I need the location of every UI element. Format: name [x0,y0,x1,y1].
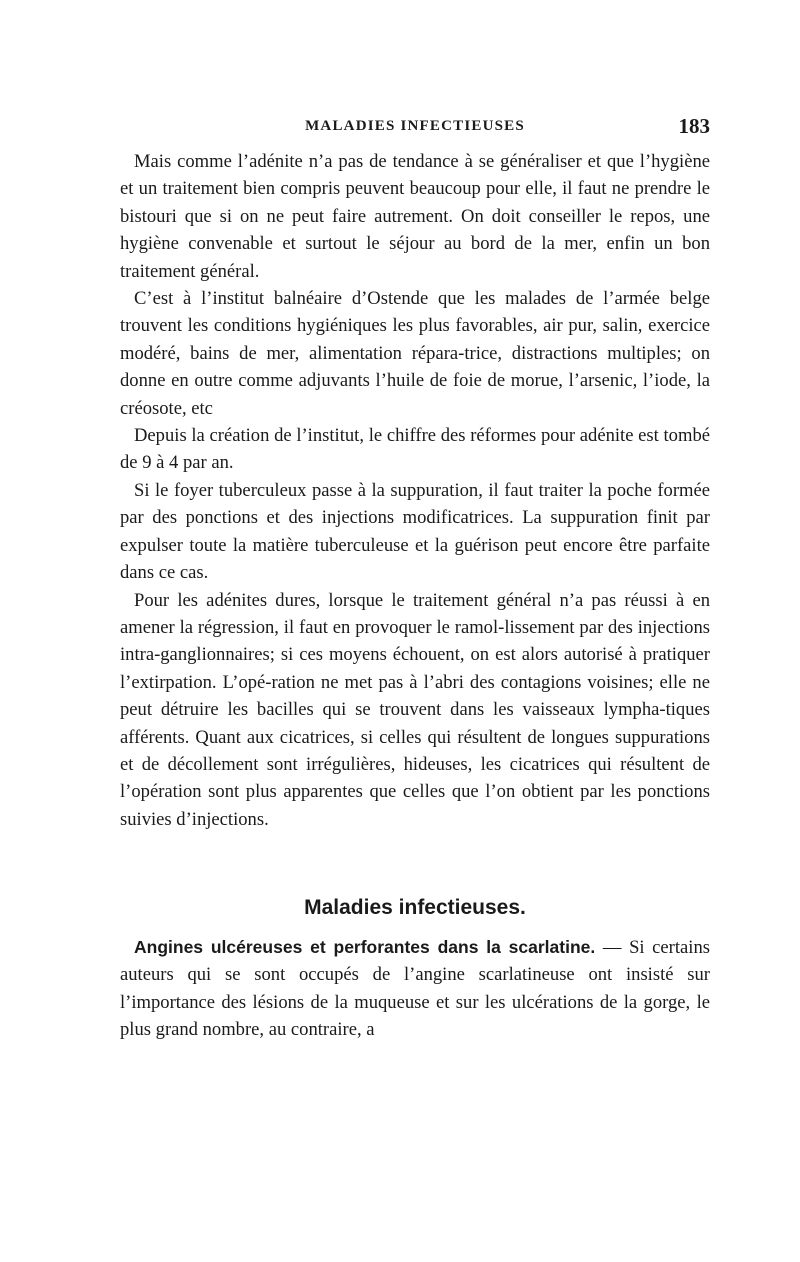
angines-text: Si certains auteurs qui se sont occupés de l’angine scarlatineuse ont insisté sur l’importance des lésions de la muqueuse et sur les ulcérations de la gorge, le plus grand nombre, au contraire, a [120,937,710,1041]
run-in-separator: — [595,937,630,958]
section-body [120,934,710,1044]
section-heading: Maladies infectieuses. [304,896,526,919]
page-number: 183 [678,114,710,138]
paragraph-adenite-treatment: Mais comme l’adénite n’a pas de tendance à se généraliser et que l’hygiène et un traitement bien compris peuvent beaucoup pour elle, il faut ne prendre le bistouri que si on ne peut faire autrement. On doit conseiller le repos, une hygiène convenable et surtout le séjour au bord de la mer, enfin un bon traitement général. [120,151,710,282]
paragraph-reform-figures: Depuis la création de l’institut, le chiffre des réformes pour adénite est tombé de 9 à 4 par an. [120,425,710,474]
run-in-heading: Angines ulcéreuses et perforantes dans la scarlatine. [134,937,596,957]
running-title: MALADIES INFECTIEUSES [305,118,525,134]
paragraph-angines [120,934,710,1044]
paragraph-ostende-institute: C’est à l’institut balnéaire d’Ostende que les malades de l’armée belge trouvent les conditions hygiéniques les plus favorables, air pur, salin, exercice modéré, bains de mer, alimentation répara-trice, distractions multiples; on donne en outre comme adjuvants l’huile de foie de morue, l’arsenic, l’iode, la créosote, etc [120,288,710,419]
paragraph-suppuration: Si le foyer tuberculeux passe à la suppuration, il faut traiter la poche formée par des ponctions et des injections modificatrices. La suppuration finit par expulser toute la matière tuberculeuse et la guérison peut encore être parfaite dans ce cas. [120,479,710,584]
body-text [120,148,710,833]
paragraph-hard-adenites: Pour les adénites dures, lorsque le traitement général n’a pas réussi à en amener la régression, il faut en provoquer le ramol-lissement par des injections intra-ganglionnaires; si ces moyens échouent, on est alors autorisé à pratiquer l’extirpation. L’opé-ration ne met pas à l’abri des contagions voisines; elle ne peut détruire les bacilles qui se trouvent dans les vaisseaux lympha-tiques afférents. Quant aux cicatrices, si celles qui résultent de longues suppurations et de décollement sont irrégulières, hideuses, les cicatrices qui résultent de l’opération sont plus apparentes que celles que l’on obtient par les ponctions suivies d’injections. [120,589,710,830]
running-head [120,114,710,140]
